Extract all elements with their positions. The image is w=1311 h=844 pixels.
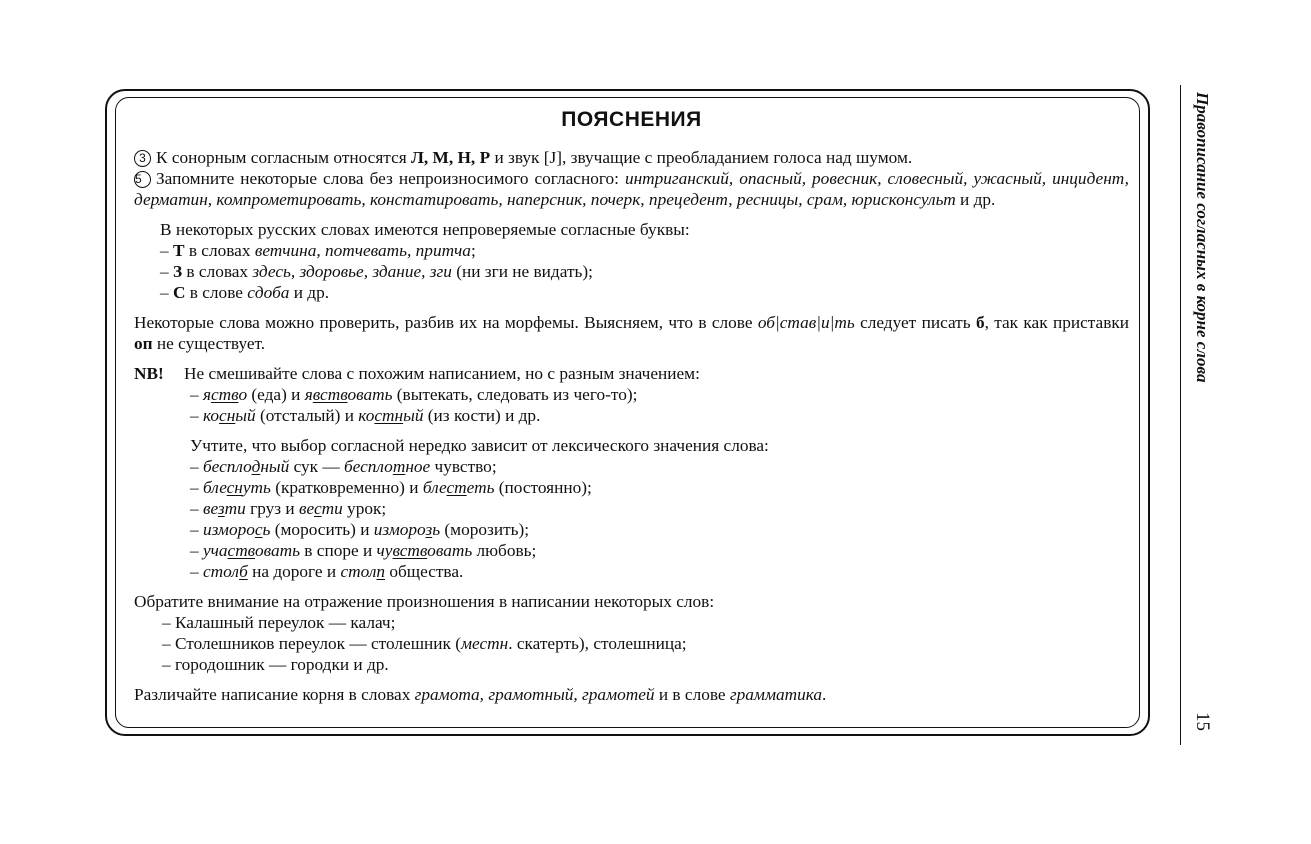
running-title: Правописание согласных в корне слова (1193, 92, 1212, 383)
list-item: – городошник — городки и др. (162, 655, 389, 674)
circled-number-icon: 3 (134, 150, 151, 167)
page-number: 15 (1192, 712, 1213, 731)
page-title: ПОЯСНЕНИЯ (561, 108, 702, 131)
paragraph-root-spelling: Различайте написание корня в словах грамота, грамотный, грамотей и в слове грамматика. (134, 685, 827, 704)
list-item: – яство (еда) и явствовать (вытекать, следовать из чего-то); (190, 385, 638, 404)
pronunciation-list (134, 612, 1129, 675)
explanations-box (134, 103, 1129, 705)
list-item: – Столешников переулок — столешник (местн. скатерть), столешница; (162, 634, 687, 653)
margin-rule (1180, 85, 1181, 745)
paragraph-unverifiable: В некоторых русских словах имеются непроверяемые согласные буквы: – Т в словах ветчина, потчевать, притча; – З в словах здесь, здоровье, здание, зги (ни зги не видать); – С в слове сдоба и др. (134, 219, 1129, 303)
nb-content: Не смешивайте слова с похожим написанием, но с разным значением: – яство (еда) и явствовать (вытекать, следовать из чего-то); – косный (отсталый) и костный (из кости) и др. Учтите, что выбор согласной нередко зависит от лексического значения слова: – бесплодный сук — бесплотное чувство; – блеснуть (кратковременно) и блестеть (постоянно); – везти груз и вести урок; – изморось (моросить) и изморозь (морозить); – участвовать в споре и чувствовать любовь; – столб на дороге и столп общества. (184, 364, 769, 581)
list-item: – З в словах здесь, здоровье, здание, зги (ни зги не видать); (160, 262, 593, 281)
list-item: – бесплодный сук — бесплотное чувство; (190, 457, 497, 476)
list-item: – Калашный переулок — калач; (162, 613, 396, 632)
list-item: – везти груз и вести урок; (190, 499, 387, 518)
list-item: – столб на дороге и столп общества. (190, 562, 464, 581)
list-item: – участвовать в споре и чувствовать любовь; (190, 541, 537, 560)
nb-block (134, 363, 1129, 582)
nb-label: NB! (134, 364, 164, 383)
paragraph-sonorants: 3 К сонорным согласным относятся Л, М, Н, Р и звук [J], звучащие с преобладанием голоса над шумом. (134, 147, 1129, 168)
list-item: – блеснуть (кратковременно) и блестеть (постоянно); (190, 478, 592, 497)
list-item: – С в слове сдоба и др. (160, 283, 330, 302)
paragraph-morphemes: Некоторые слова можно проверить, разбив их на морфемы. Выясняем, что в слове об|став|и|ть следует писать б, так как приставки оп не существует. (134, 313, 1129, 353)
list-item: – Т в словах ветчина, потчевать, притча; (160, 241, 476, 260)
list-item: – изморось (моросить) и изморозь (морозить); (190, 520, 530, 539)
circled-number-icon: 5 (134, 171, 151, 188)
paragraph-pronunciation: Обратите внимание на отражение произношения в написании некоторых слов: (134, 592, 715, 611)
paragraph-unpronounced: 5 Запомните некоторые слова без непроизносимого согласного: интриганский, опасный, ровесник, словесный, ужасный, инцидент, дерматин, компрометировать, констатировать, наперсник, почерк, прецедент, ресницы, срам, юрисконсульт и др. (134, 169, 1130, 209)
list-item: – косный (отсталый) и костный (из кости) и др. (190, 406, 541, 425)
